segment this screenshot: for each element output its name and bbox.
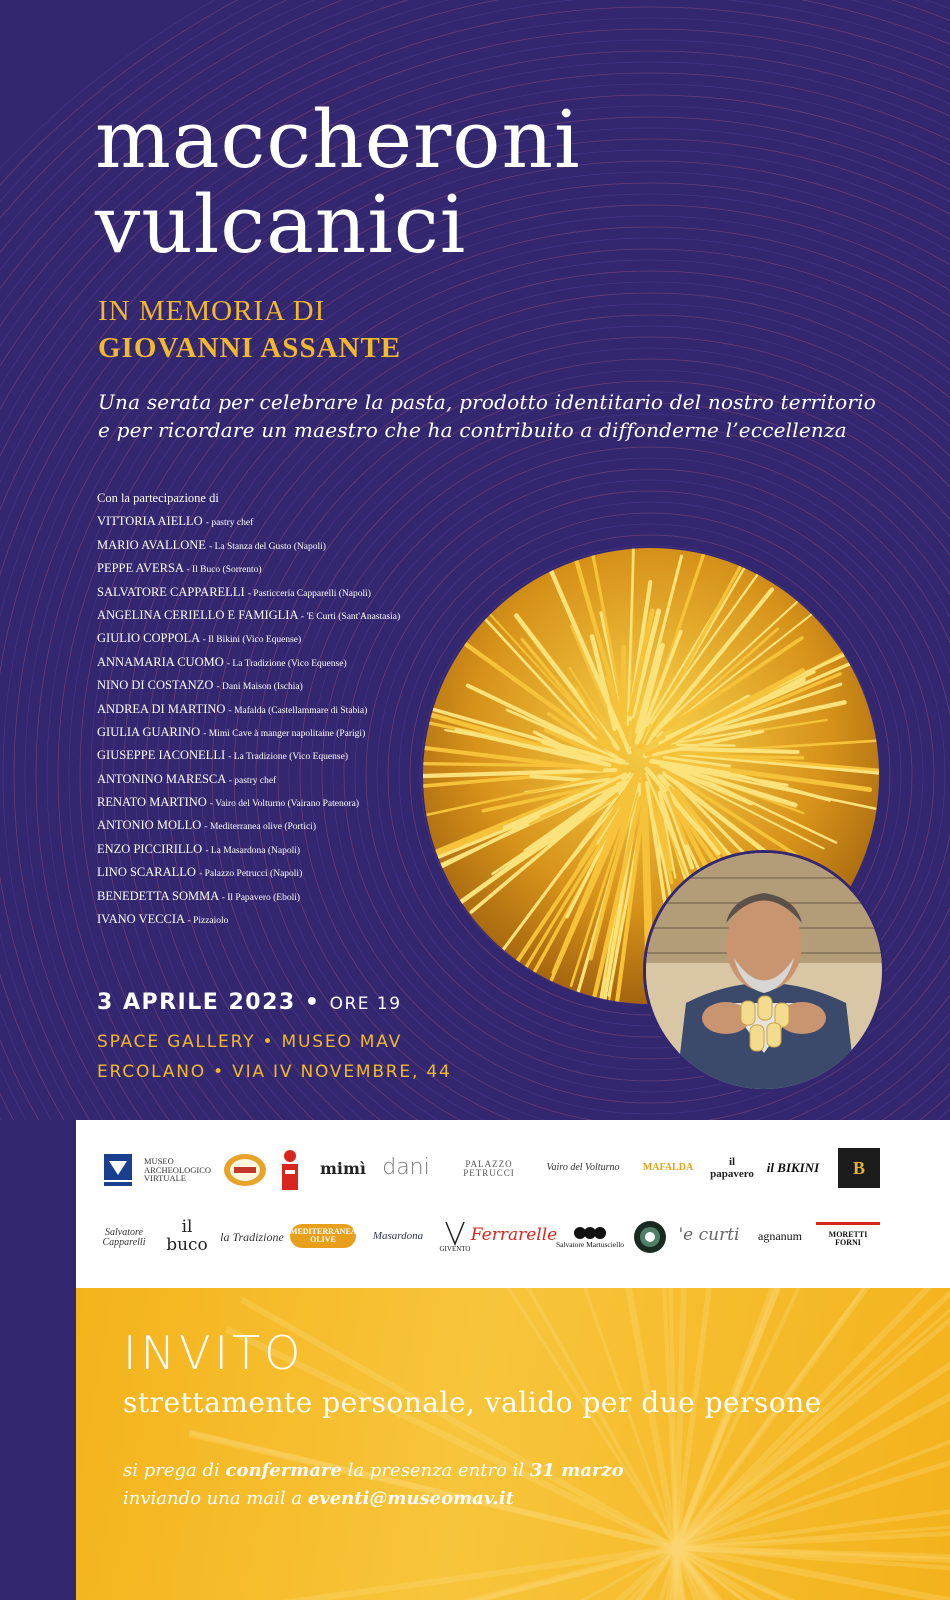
la-tradizione-logo: la Tradizione (220, 1229, 284, 1244)
participant-role: - 'E Curti (Sant'Anastasia) (300, 611, 401, 622)
participant-name: MARIO AVALLONE (97, 537, 206, 552)
participant-role: - Pizzaiolo (187, 916, 229, 927)
participant-row (97, 581, 400, 604)
title-line-2: vulcanici (95, 178, 467, 271)
participant-name: NINO DI COSTANZO (97, 678, 214, 693)
participant-row (97, 627, 400, 650)
vairo-logo: Vairo del Volturno (546, 1161, 620, 1173)
participant-role: - Il Papavero (Eboli) (221, 892, 301, 903)
tagline-line-1: Una serata per celebrare la pasta, prodotto identitario del nostro territorio (98, 390, 876, 414)
masardona-logo: Masardona (372, 1230, 424, 1243)
participants-intro: Con la partecipazione di (97, 491, 219, 505)
participant-row (97, 908, 400, 931)
participant-name: ANTONINO MARESCA (97, 771, 226, 786)
participant-name: PEPPE AVERSA (97, 561, 184, 576)
red-figure-logo (276, 1148, 304, 1192)
participant-row (97, 768, 400, 791)
date-bullet: • (304, 990, 321, 1015)
participant-role: - La Tradizione (Vico Equense) (228, 752, 348, 763)
participant-row (97, 651, 400, 674)
martusciello-logo: Salvatore Martusciello (554, 1218, 626, 1256)
participant-row (97, 814, 400, 837)
round-badge-logo (632, 1218, 668, 1256)
participant-row (97, 534, 400, 557)
participant-row (97, 838, 400, 861)
participant-role: - Mimì Cave à manger napolitaine (Parigi) (203, 728, 366, 739)
ferrarelle-logo: Ferrarelle (470, 1225, 558, 1246)
invito-title: INVITO (123, 1326, 305, 1380)
participant-row (97, 557, 400, 580)
participant-role: - Dani Maison (Ischia) (216, 682, 303, 693)
participant-row (97, 698, 400, 721)
mav-logo: MUSEO ARCHEOLOGICO VIRTUALE (144, 1155, 212, 1184)
participant-row (97, 885, 400, 908)
e-curti-logo: 'e curti (678, 1225, 740, 1246)
participant-name: ANNAMARIA CUOMO (97, 654, 224, 669)
participant-role: - Il Bikini (Vico Equense) (202, 635, 302, 646)
moretti-forni-logo: MORETTI FORNI (816, 1222, 880, 1253)
regione-campania-logo (101, 1152, 135, 1188)
participant-name: SALVATORE CAPPARELLI (97, 584, 245, 599)
participant-name: ANDREA DI MARTINO (97, 701, 226, 716)
participant-role: - Mediterranea olive (Portici) (204, 822, 316, 833)
mafalda-logo: MAFALDA (642, 1161, 694, 1173)
chef-portrait (643, 850, 885, 1092)
participant-role: - La Stanza del Gusto (Napoli) (209, 541, 326, 552)
venue-line-2: ERCOLANO • VIA IV NOVEMBRE, 44 (97, 1062, 452, 1082)
participant-name: ENZO PICCIRILLO (97, 841, 203, 856)
il-buco-logo: il buco (166, 1217, 208, 1255)
event-date (97, 990, 402, 1015)
memoria-name: GIOVANNI ASSANTE (98, 332, 402, 364)
participant-name: BENEDETTA SOMMA (97, 888, 219, 903)
participant-row (97, 861, 400, 884)
circle-badge-logo (221, 1152, 269, 1188)
participant-name: RENATO MARTINO (97, 795, 207, 810)
participant-name: GIULIO COPPOLA (97, 631, 200, 646)
participant-role: - Mafalda (Castellammare di Stabia) (228, 705, 368, 716)
rsvp-email-link[interactable]: eventi@museomav.it (307, 1488, 514, 1509)
participant-role: - Pasticceria Capparelli (Napoli) (247, 588, 371, 599)
left-stripe (0, 1120, 76, 1600)
rsvp-note-line-2: inviando una mail a eventi@museomav.it (123, 1488, 514, 1509)
participant-role: - Palazzo Petrucci (Napoli) (199, 869, 303, 880)
participant-name: IVANO VECCIA (97, 912, 185, 927)
participant-name: ANGELINA CERIELLO E FAMIGLIA (97, 607, 298, 622)
il-papavero-logo: il papavero (710, 1156, 754, 1180)
participant-name: GIULIA GUARINO (97, 724, 201, 739)
participant-role: - Vairo del Volturno (Vairano Patenora) (209, 799, 359, 810)
participant-role: - Il Buco (Sorrento) (186, 565, 262, 576)
givento-logo: GIVENTO (438, 1216, 472, 1258)
dani-logo: dani (382, 1155, 430, 1181)
participant-name: ANTONIO MOLLO (97, 818, 202, 833)
sponsor-logos-band (76, 1120, 950, 1288)
il-bikini-logo: il BIKINI (766, 1160, 820, 1176)
invitation-panel (76, 1288, 950, 1600)
rsvp-note-line-1: si prega di confermare la presenza entro il 31 marzo (123, 1460, 624, 1481)
participant-role: - La Tradizione (Vico Equense) (226, 658, 347, 669)
participant-row (97, 791, 400, 814)
participant-name: GIUSEPPE IACONELLI (97, 748, 226, 763)
tagline-line-2: e per ricordare un maestro che ha contribuito a diffonderne l’eccellenza (98, 418, 847, 442)
participant-name: VITTORIA AIELLO (97, 514, 203, 529)
participant-row (97, 604, 400, 627)
capparelli-logo: Salvatore Capparelli (102, 1226, 146, 1248)
participant-role: - pastry chef (205, 518, 254, 529)
title-line-1: maccheroni (95, 93, 581, 186)
venue-line-1: SPACE GALLERY • MUSEO MAV (97, 1032, 402, 1052)
participant-row (97, 510, 400, 533)
invito-subtitle: strettamente personale, valido per due persone (123, 1386, 822, 1419)
date-text: 3 APRILE 2023 (97, 990, 296, 1015)
agnanum-logo: agnanum (758, 1228, 802, 1243)
palazzo-petrucci-logo: PALAZZO PETRUCCI (463, 1158, 515, 1178)
mimi-logo: mimì (319, 1158, 366, 1178)
mediterranea-olive-logo: MEDITERRANEA OLIVE (290, 1224, 356, 1248)
memoria-label: IN MEMORIA DI (98, 295, 326, 327)
participant-role: - pastry chef (228, 775, 277, 786)
event-time: ORE 19 (329, 994, 402, 1014)
participants-list (97, 487, 400, 931)
participant-row (97, 674, 400, 697)
participant-row (97, 721, 400, 744)
b-hotel-logo: B (838, 1148, 880, 1188)
participant-row (97, 744, 400, 767)
participant-role: - La Masardona (Napoli) (205, 845, 301, 856)
participant-name: LINO SCARALLO (97, 865, 196, 880)
